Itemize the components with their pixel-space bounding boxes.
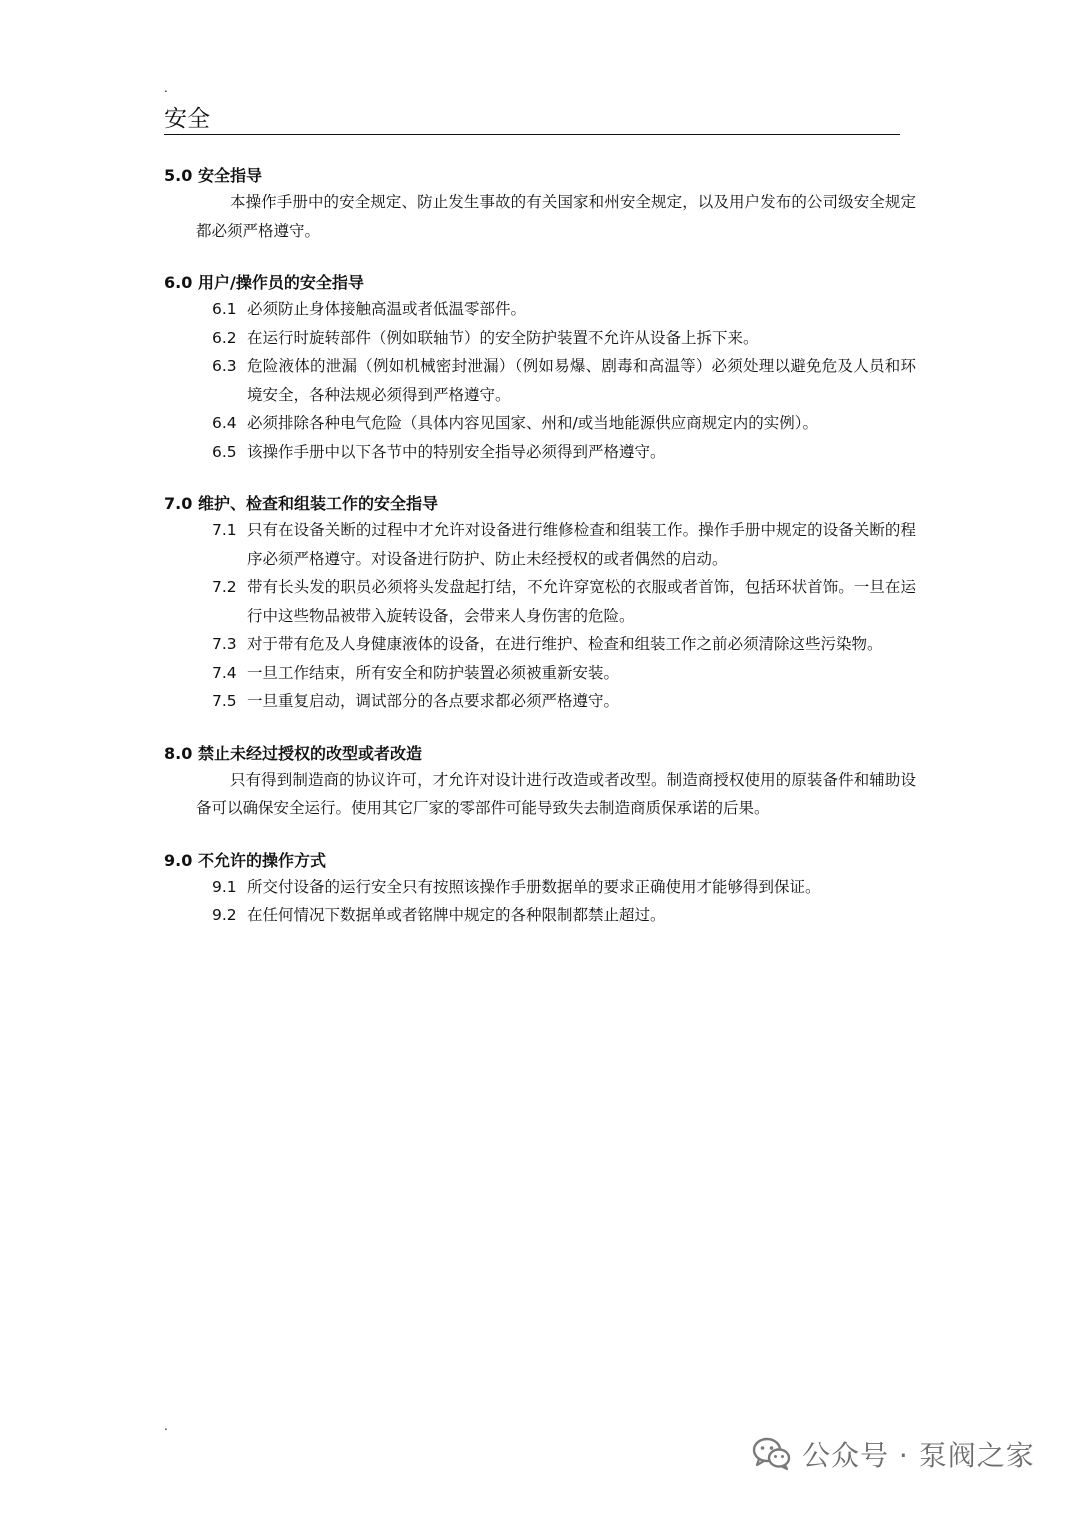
item-text: 一旦工作结束，所有安全和防护装置必须被重新安装。: [247, 663, 620, 682]
header-rule: [164, 134, 900, 135]
item-number: 6.2: [212, 328, 237, 347]
section-number: 8.0: [164, 743, 193, 763]
list-item: [164, 659, 916, 688]
item-text: 只有在设备关断的过程中才允许对设备进行维修检查和组装工作。操作手册中规定的设备关断的程序必须严格遵守。对设备进行防护、防止未经授权的或者偶然的启动。: [247, 521, 916, 568]
list-item: [164, 324, 916, 353]
section-heading: [164, 271, 916, 295]
list-item: [164, 295, 916, 324]
item-text: 必须排除各种电气危险（具体内容见国家、州和/或当地能源供应商规定内的实例）。: [247, 414, 818, 432]
list-item: [164, 630, 916, 659]
section-8: [164, 742, 916, 823]
item-number: 6.5: [212, 442, 237, 461]
item-number: 9.2: [212, 906, 237, 924]
section-title: 禁止未经过授权的改型或者改造: [198, 743, 423, 763]
section-6: [164, 271, 916, 466]
section-paragraph: 本操作手册中的安全规定、防止发生事故的有关国家和州安全规定，以及用户发布的公司级安全规定都必须严格遵守。: [196, 193, 916, 240]
wechat-icon: [752, 1437, 792, 1471]
item-number: 6.3: [212, 357, 237, 375]
item-text: 必须防止身体接触高温或者低温零部件。: [247, 300, 527, 318]
item-number: 9.1: [212, 877, 237, 896]
list-item: [164, 352, 916, 409]
item-number: 6.1: [212, 300, 237, 318]
item-text: 所交付设备的运行安全只有按照该操作手册数据单的要求正确使用才能够得到保证。: [247, 877, 821, 896]
list-item: [164, 901, 916, 930]
section-number: 7.0: [164, 494, 193, 513]
section-heading: [164, 849, 916, 873]
section-title: 用户/操作员的安全指导: [198, 273, 364, 292]
item-number: 7.2: [212, 578, 237, 596]
item-number: 7.5: [212, 692, 237, 710]
document-body: [164, 164, 916, 956]
section-9: [164, 849, 916, 930]
item-text: 在任何情况下数据单或者铭牌中规定的各种限制都禁止超过。: [247, 906, 666, 924]
list-item: [164, 687, 916, 716]
list-item: [164, 873, 916, 902]
item-number: 7.4: [212, 663, 237, 682]
section-7: [164, 492, 916, 716]
item-text: 一旦重复启动，调试部分的各点要求都必须严格遵守。: [247, 692, 620, 710]
section-number: 9.0: [164, 850, 193, 870]
watermark-text: 公众号 · 泵阀之家: [802, 1439, 1035, 1472]
item-text: 带有长头发的职员必须将头发盘起打结，不允许穿宽松的衣服或者首饰，包括环状首饰。一旦在运行中这些物品被带入旋转设备，会带来人身伤害的危险。: [247, 578, 916, 625]
list-item: [164, 409, 916, 438]
section-title: 安全指导: [198, 166, 263, 185]
section-title: 不允许的操作方式: [198, 850, 327, 870]
section-number: 6.0: [164, 273, 193, 292]
list-item: [164, 438, 916, 467]
item-text: 对于带有危及人身健康液体的设备，在进行维护、检查和组装工作之前必须清除这些污染物。: [247, 635, 883, 653]
item-number: 6.4: [212, 414, 237, 432]
item-text: 该操作手册中以下各节中的特别安全指导必须得到严格遵守。: [247, 442, 666, 461]
item-text: 危险液体的泄漏（例如机械密封泄漏）（例如易爆、剧毒和高温等）必须处理以避免危及人员和环境安全，各种法规必须得到严格遵守。: [247, 357, 916, 404]
section-number: 5.0: [164, 166, 193, 185]
section-title: 维护、检查和组装工作的安全指导: [198, 494, 439, 513]
page-mark-top: .: [164, 81, 168, 95]
item-number: 7.1: [212, 521, 237, 539]
section-heading: [164, 492, 916, 516]
section-paragraph: 只有得到制造商的协议许可，才允许对设计进行改造或者改型。制造商授权使用的原装备件和辅助设备可以确保安全运行。使用其它厂家的零部件可能导致失去制造商质保承诺的后果。: [196, 770, 916, 817]
item-text: 在运行时旋转部件（例如联轴节）的安全防护装置不允许从设备上拆下来。: [247, 328, 759, 347]
list-item: [164, 573, 916, 630]
section-heading: [164, 742, 916, 766]
item-number: 7.3: [212, 635, 237, 653]
watermark: [752, 1432, 1035, 1476]
page-header: [164, 104, 900, 135]
page-mark-bottom: .: [164, 1419, 168, 1433]
section-heading: [164, 164, 916, 188]
page-title: 安全: [164, 106, 210, 132]
section-5: [164, 164, 916, 245]
list-item: [164, 516, 916, 573]
